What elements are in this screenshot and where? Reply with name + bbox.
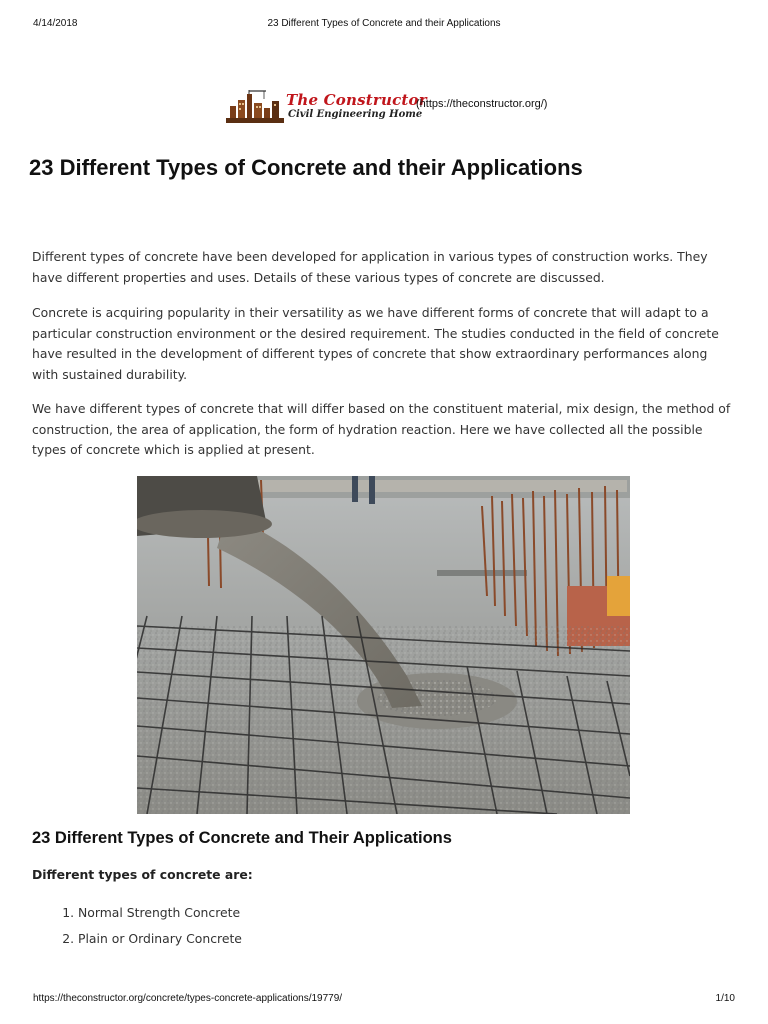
- concrete-types-list: [40, 900, 242, 952]
- intro-paragraph: Different types of concrete have been developed for application in various types of construction works. They have different properties and uses. Details of these various types of concrete are discussed.: [32, 249, 708, 285]
- article-title: 23 Different Types of Concrete and their Applications: [29, 155, 583, 180]
- list-item: 2. Plain or Ordinary Concrete: [78, 926, 242, 952]
- concrete-pouring-photo: [137, 476, 630, 814]
- list-intro: Different types of concrete are:: [32, 867, 253, 882]
- section-heading: 23 Different Types of Concrete and Their Applications: [32, 829, 452, 847]
- print-footer-url: https://theconstructor.org/concrete/types-concrete-applications/19779/: [33, 993, 343, 1004]
- site-logo[interactable]: [226, 88, 556, 128]
- print-date: 4/14/2018: [33, 18, 78, 29]
- page-number: 1/10: [715, 993, 735, 1004]
- list-item: 1. Normal Strength Concrete: [78, 900, 242, 926]
- logo-url[interactable]: (https://theconstructor.org/): [416, 98, 548, 110]
- logo-wordmark: The Constructor: [286, 91, 427, 109]
- construction-skyline-icon: [226, 90, 284, 124]
- classification-paragraph: We have different types of concrete that will differ based on the constituent material, mix design, the method of construction, the area of application, the form of hydration reaction. Here we have collected all the possible types of concrete which is applied at present.: [32, 401, 731, 457]
- versatility-paragraph: Concrete is acquiring popularity in their versatility as we have different forms of concrete that will adapt to a particular construction environment or the desired requirement. The studies conducted in the field of concrete have resulted in the development of different types of concrete that show extraordinary performances along with sustained durability.: [32, 305, 719, 382]
- logo-tagline: Civil Engineering Home: [288, 109, 423, 120]
- print-header-title: 23 Different Types of Concrete and their Applications: [267, 18, 501, 29]
